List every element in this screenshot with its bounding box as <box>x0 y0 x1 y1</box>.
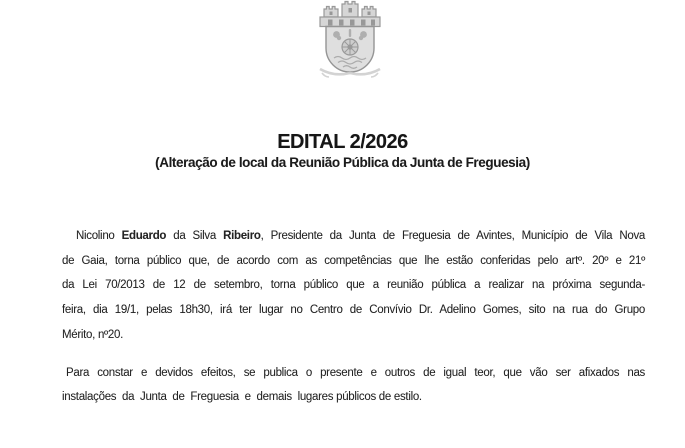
coat-of-arms-icon <box>312 0 388 80</box>
text-segment: , Presidente da Junta de Freguesia de Avintes, Município de Vila Nova <box>260 230 645 242</box>
text-segment-bold: Eduardo <box>121 230 167 242</box>
edital-subtitle: (Alteração de local da Reunião Pública da Junta de Freguesia) <box>155 155 530 170</box>
text-line: Mérito, nº20. <box>62 328 124 341</box>
text-segment-bold: Ribeiro <box>223 230 261 242</box>
paragraph-2 <box>62 361 645 410</box>
text-line: de Gaia, torna público que, de acordo com as competências que lhe estão conferidas pelo artº. 20º e 21º <box>62 254 645 267</box>
text-line: Para constar e devidos efeitos, se publica o presente e outros de igual teor, que vão ser afixados nas <box>66 366 645 379</box>
shield <box>326 27 374 73</box>
text-line: da Lei 70/2013 de 12 de setembro, torna público que a reunião pública a realizar na próxima segunda- <box>62 279 645 292</box>
mural-crown <box>320 2 380 27</box>
text-segment: da Silva <box>166 230 224 242</box>
text-segment: Nicolino <box>76 230 122 242</box>
text-line <box>62 224 645 249</box>
edital-title: EDITAL 2/2026 <box>277 131 408 153</box>
edital-body <box>62 224 645 410</box>
text-line: instalações da Junta de Freguesia e demais lugares públicos de estilo. <box>62 391 422 404</box>
text-line: feira, dia 19/1, pelas 18h30, irá ter lugar no Centro de Convívio Dr. Adelino Gomes, sito na rua do Grupo <box>62 304 645 317</box>
paragraph-1 <box>62 224 645 348</box>
